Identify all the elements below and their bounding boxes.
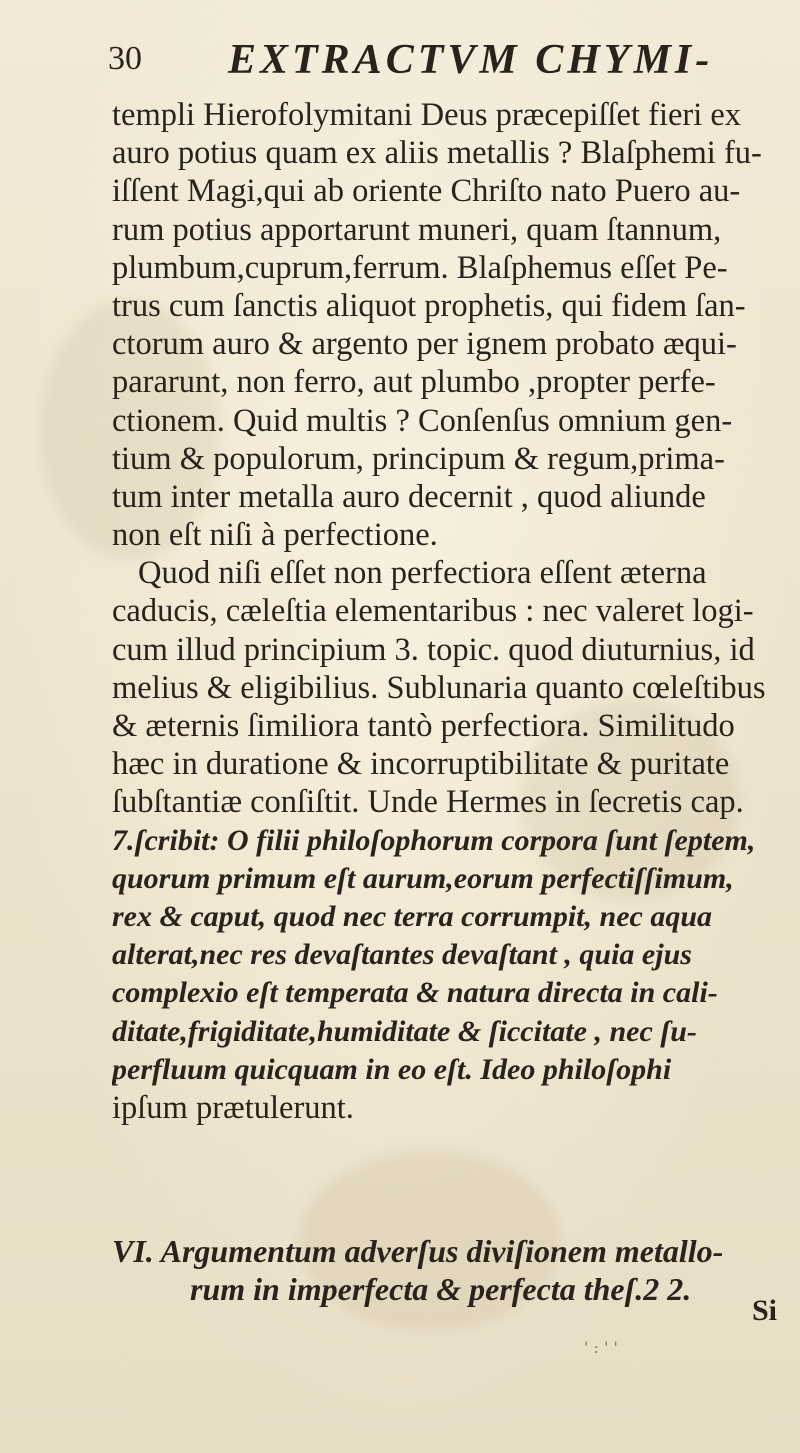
italic-quote-line: quorum primum eſt aurum,eorum perfectiſſimum, xyxy=(112,861,734,895)
italic-quote-line: perfluum quicquam in eo eſt. Ideo philoſophi xyxy=(112,1052,672,1086)
running-head: EXTRACTVM CHYMI- xyxy=(228,37,714,83)
catchword: Si xyxy=(752,1294,778,1327)
text-line: pararunt, non ferro, aut plumbo ,propter perfe- xyxy=(112,364,716,401)
text-line: ipſum prætulerunt. xyxy=(112,1089,354,1126)
text-line: & æternis ſimiliora tantò perfectiora. Similitudo xyxy=(112,708,735,744)
text-line: hæc in duratione & incorruptibilitate & puritate xyxy=(112,746,730,783)
text-line: ctionem. Quid multis ? Conſenſus omnium gen- xyxy=(112,402,733,439)
printer-mark: ' : ' ' xyxy=(584,1338,618,1357)
text-line: cum illud principium 3. topic. quod diuturnius, id xyxy=(112,631,755,668)
section-heading xyxy=(112,1232,792,1308)
italic-quote-line: ditate,frigiditate,humiditate & ſiccitate , nec ſu- xyxy=(112,1014,697,1048)
page-header xyxy=(108,36,768,96)
text-line: Quod niſi eſſet non perfectiora eſſent æterna xyxy=(138,555,707,592)
body-text xyxy=(112,96,792,1127)
italic-quote-line: alterat,nec res devaſtantes devaſtant , quia ejus xyxy=(112,938,692,972)
italic-quote-line: 7.ſcribit: O filii philoſophorum corpora ſunt ſeptem, xyxy=(112,823,756,857)
text-line: tium & populorum, principum & regum,prima- xyxy=(112,440,725,477)
italic-quote-line: complexio eſt temperata & natura directa in cali- xyxy=(112,976,718,1010)
text-line: trus cum ſanctis aliquot prophetis, qui fidem ſan- xyxy=(112,287,746,324)
text-line: melius & eligibilius. Sublunaria quanto cœleſtibus xyxy=(112,669,766,706)
section-heading-line: rum in imperfecta & perfecta theſ.2 2. xyxy=(190,1271,692,1307)
text-line: auro potius quam ex aliis metallis ? Blaſphemi fu- xyxy=(112,135,762,172)
text-line: ſubſtantiæ conſiſtit. Unde Hermes in ſecretis cap. xyxy=(112,784,744,821)
text-line: plumbum,cuprum,ferrum. Blaſphemus eſſet Pe- xyxy=(112,249,728,286)
section-heading-line: VI. Argumentum adverſus diviſionem metallo- xyxy=(112,1233,724,1269)
page-number: 30 xyxy=(108,40,142,77)
text-line: rum potius apportarunt muneri, quam ſtannum, xyxy=(112,211,722,248)
text-line: tum inter metalla auro decernit , quod aliunde xyxy=(112,478,706,515)
text-line: templi Hierofolymitani Deus præcepiſſet fieri ex xyxy=(112,97,742,133)
italic-quote-line: rex & caput, quod nec terra corrumpit, nec aqua xyxy=(112,899,713,933)
text-line: caducis, cæleſtia elementaribus : nec valeret logi- xyxy=(112,593,754,630)
text-line: ctorum auro & argento per ignem probato æqui- xyxy=(112,326,737,363)
text-line: non eſt niſi à perfectione. xyxy=(112,517,438,554)
text-line: iſſent Magi,qui ab oriente Chriſto nato Puero au- xyxy=(112,173,741,210)
